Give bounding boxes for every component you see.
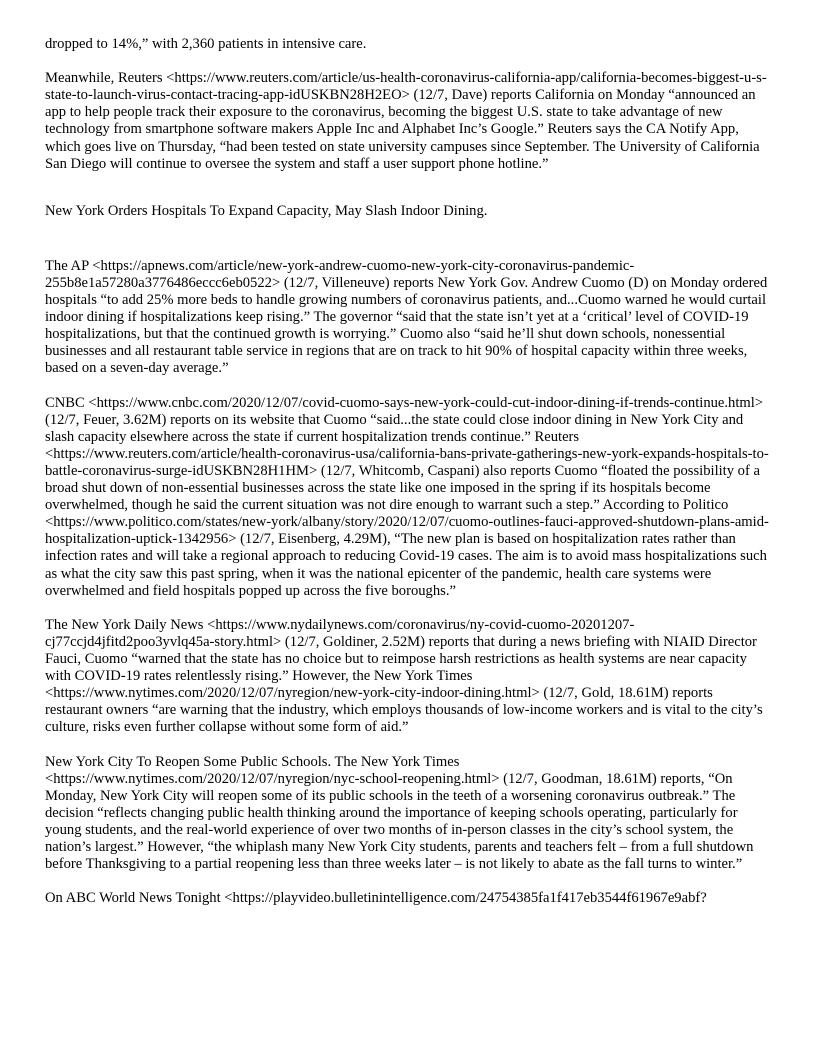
paragraph-daily-news-report: The New York Daily News <https://www.nydailynews.com/coronavirus/ny-covid-cuomo-20201207-cj77ccjd4jfitd2poo3yvlq45a-story.html> (12/7, Goldiner, 2.52M) reports that during a news briefing with NIAID Director Fauci, Cuomo “warned that the state has no choice but to reimpose harsh restrictions as health systems are near capacity with COVID-19 rates relentlessly rising.” However, the New York Times <https://www.nytimes.com/2020/12/07/nyregion/new-york-city-indoor-dining.html> (12/7, Gold, 18.61M) reports restaurant owners “are warning that the industry, which employs thousands of low-income workers and is vital to the city’s culture, risks even further collapse without some form of aid.” (45, 616, 763, 736)
paragraph-ap-report: The AP <https://apnews.com/article/new-york-andrew-cuomo-new-york-city-coronavirus-pandemic-255b8e1a57280a3776486eccc6eb0522> (12/7, Villeneuve) reports New York Gov. Andrew Cuomo (D) on Monday ordered hospitals “to add 25% more beds to handle growing numbers of coronavirus patients, and...Cuomo warned he would curtail indoor dining if hospitalizations keep rising.” The governor “said that the state isn’t yet at a ‘critical’ level of COVID-19 hospitalizations, but that the continued growth is worrying.” Cuomo also “said he’ll shut down schools, nonessential businesses and all restaurant table service in regions that are on track to hit 90% of hospital capacity within three weeks, based on a seven-day average.” (45, 257, 768, 377)
paragraph-cnbc-report: CNBC <https://www.cnbc.com/2020/12/07/covid-cuomo-says-new-york-could-cut-indoor-dining-if-trends-continue.html> (12/7, Feuer, 3.62M) reports on its website that Cuomo “said...the state could close indoor dining in New York City and slash capacity elsewhere across the state if current hospitalization trends continue.” Reuters <https://www.reuters.com/article/health-coronavirus-usa/california-bans-private-gatherings-new-york-expands-hospitals-to-battle-coronavirus-surge-idUSKBN28H1HM> (12/7, Whitcomb, Caspani) also reports Cuomo “floated the possibility of a broad shut down of non-essential businesses across the state like one imposed in the spring if its hospitals become overwhelmed, though he said the current situation was not dire enough to warrant such a step.” According to Politico <https://www.politico.com/states/new-york/albany/story/2020/12/07/cuomo-outlines-fauci-approved-shutdown-plans-amid-hospitalization-uptick-1342956> (12/7, Eisenberg, 4.29M), “The new plan is based on hospitalization rates rather than infection rates and will take a regional approach to reducing Covid-19 cases. The aim is to avoid mass hospitalizations such as what the city saw this past spring, when it was the national epicenter of the pandemic, health care systems were overwhelmed and field hospitals popped up across the five boroughs.” (45, 394, 769, 599)
paragraph-nyc-schools: New York City To Reopen Some Public Schools. The New York Times <https://www.nytimes.com/2020/12/07/nyregion/nyc-school-reopening.html> (12/7, Goodman, 18.61M) reports, “On Monday, New York City will reopen some of its public schools in the teeth of a worsening coronavirus outbreak.” The decision “reflects changing public health thinking around the importance of keeping schools operating, particularly for young students, and the real-world experience of over two months of in-person classes in the city’s school system, the nation’s largest.” However, “the whiplash many New York City students, parents and teachers felt – from a full shutdown before Thanksgiving to a partial reopening less than three weeks later – is not likely to abate as the fall turns to winter.” (45, 753, 754, 873)
document-page (45, 36, 773, 925)
headline-ny-hospitals: New York Orders Hospitals To Expand Capacity, May Slash Indoor Dining. (45, 202, 488, 219)
paragraph-california-app: Meanwhile, Reuters <https://www.reuters.com/article/us-health-coronavirus-california-app/california-becomes-biggest-u-s-state-to-launch-virus-contact-tracing-app-idUSKBN28H2EO> (12/7, Dave) reports California on Monday “announced an app to help people track their exposure to the coronavirus, becoming the biggest U.S. state to take advantage of new technology from smartphone software makers Apple Inc and Alphabet Inc’s Google.” Reuters says the CA Notify App, which goes live on Thursday, “had been tested on state university campuses since September. The University of California San Diego will continue to oversee the system and staff a user support phone hotline.” (45, 70, 767, 172)
paragraph-icu-count: dropped to 14%,” with 2,360 patients in intensive care. (45, 36, 367, 52)
paragraph-abc-news: On ABC World News Tonight <https://playvideo.bulletinintelligence.com/24754385fa1f417eb3544f61967e9abf? (45, 890, 707, 907)
